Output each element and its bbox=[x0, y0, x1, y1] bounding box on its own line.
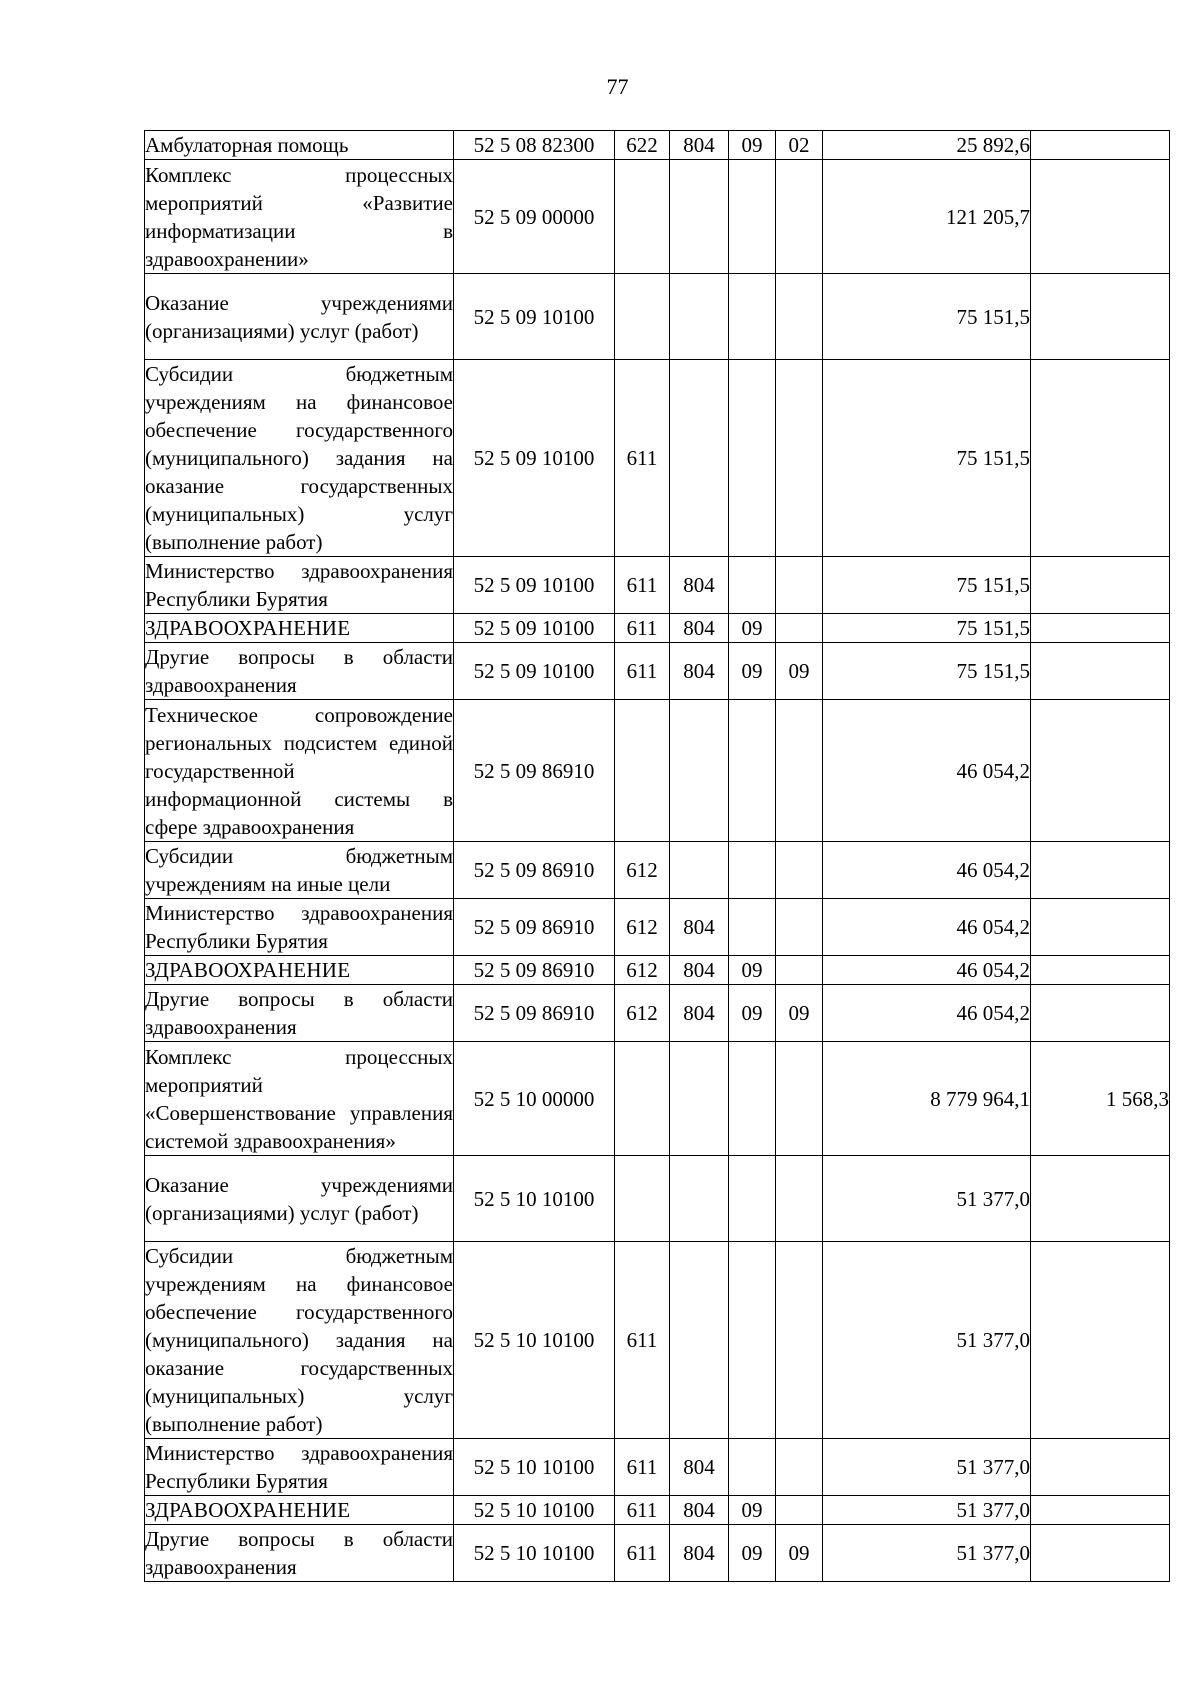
amount-secondary bbox=[1031, 131, 1170, 160]
table-row bbox=[145, 1242, 1170, 1439]
section-code: 09 bbox=[729, 131, 776, 160]
amount-secondary bbox=[1031, 557, 1170, 614]
subsection-code bbox=[776, 1242, 823, 1439]
department-code: 804 bbox=[670, 643, 729, 700]
amount-secondary bbox=[1031, 360, 1170, 557]
row-name: Министерство здравоохранения Республики Бурятия bbox=[145, 557, 454, 614]
target-article-code: 52 5 09 10100 bbox=[454, 643, 615, 700]
target-article-code: 52 5 09 10100 bbox=[454, 274, 615, 360]
amount: 46 054,2 bbox=[823, 700, 1031, 842]
section-code: 09 bbox=[729, 1496, 776, 1525]
department-code: 804 bbox=[670, 614, 729, 643]
section-code: 09 bbox=[729, 1525, 776, 1582]
expense-type-code: 612 bbox=[615, 985, 670, 1042]
amount: 75 151,5 bbox=[823, 360, 1031, 557]
expense-type-code: 611 bbox=[615, 643, 670, 700]
row-name: Министерство здравоохранения Республики Бурятия bbox=[145, 899, 454, 956]
amount-secondary bbox=[1031, 160, 1170, 274]
expense-type-code bbox=[615, 1042, 670, 1156]
subsection-code bbox=[776, 956, 823, 985]
amount-secondary bbox=[1031, 956, 1170, 985]
section-code bbox=[729, 700, 776, 842]
section-code bbox=[729, 899, 776, 956]
row-name: Комплекс процессных мероприятий «Развитие информатизации в здравоохранении» bbox=[145, 160, 454, 274]
department-code bbox=[670, 160, 729, 274]
amount: 121 205,7 bbox=[823, 160, 1031, 274]
section-code bbox=[729, 160, 776, 274]
table-row bbox=[145, 160, 1170, 274]
amount: 75 151,5 bbox=[823, 643, 1031, 700]
row-name: Министерство здравоохранения Республики Бурятия bbox=[145, 1439, 454, 1496]
section-code bbox=[729, 1156, 776, 1242]
section-code: 09 bbox=[729, 956, 776, 985]
table-row bbox=[145, 842, 1170, 899]
target-article-code: 52 5 09 86910 bbox=[454, 956, 615, 985]
subsection-code bbox=[776, 1156, 823, 1242]
amount-secondary bbox=[1031, 274, 1170, 360]
department-code bbox=[670, 274, 729, 360]
expense-type-code bbox=[615, 274, 670, 360]
subsection-code bbox=[776, 274, 823, 360]
amount-secondary bbox=[1031, 614, 1170, 643]
target-article-code: 52 5 10 10100 bbox=[454, 1496, 615, 1525]
table-row bbox=[145, 360, 1170, 557]
department-code: 804 bbox=[670, 557, 729, 614]
amount: 46 054,2 bbox=[823, 842, 1031, 899]
amount-secondary bbox=[1031, 1242, 1170, 1439]
target-article-code: 52 5 09 86910 bbox=[454, 842, 615, 899]
table-row bbox=[145, 614, 1170, 643]
row-name: Другие вопросы в области здравоохранения bbox=[145, 1525, 454, 1582]
row-name: ЗДРАВООХРАНЕНИЕ bbox=[145, 1496, 454, 1525]
subsection-code: 09 bbox=[776, 643, 823, 700]
expense-type-code: 612 bbox=[615, 842, 670, 899]
expense-type-code: 611 bbox=[615, 1496, 670, 1525]
target-article-code: 52 5 09 86910 bbox=[454, 985, 615, 1042]
section-code: 09 bbox=[729, 985, 776, 1042]
expense-type-code: 611 bbox=[615, 1525, 670, 1582]
expense-type-code: 611 bbox=[615, 360, 670, 557]
row-name: ЗДРАВООХРАНЕНИЕ bbox=[145, 614, 454, 643]
amount: 46 054,2 bbox=[823, 956, 1031, 985]
row-name: Комплекс процессных мероприятий «Совершенствование управления системой здравоохранения» bbox=[145, 1042, 454, 1156]
section-code bbox=[729, 274, 776, 360]
amount: 51 377,0 bbox=[823, 1439, 1031, 1496]
subsection-code: 09 bbox=[776, 1525, 823, 1582]
department-code bbox=[670, 1242, 729, 1439]
target-article-code: 52 5 10 10100 bbox=[454, 1525, 615, 1582]
subsection-code bbox=[776, 360, 823, 557]
department-code: 804 bbox=[670, 131, 729, 160]
section-code bbox=[729, 1042, 776, 1156]
subsection-code bbox=[776, 1496, 823, 1525]
subsection-code: 02 bbox=[776, 131, 823, 160]
department-code: 804 bbox=[670, 1525, 729, 1582]
target-article-code: 52 5 09 86910 bbox=[454, 899, 615, 956]
amount-secondary bbox=[1031, 842, 1170, 899]
section-code bbox=[729, 842, 776, 899]
department-code: 804 bbox=[670, 899, 729, 956]
amount-secondary bbox=[1031, 1496, 1170, 1525]
section-code bbox=[729, 360, 776, 557]
row-name: Другие вопросы в области здравоохранения bbox=[145, 985, 454, 1042]
budget-table-body bbox=[145, 131, 1170, 1582]
target-article-code: 52 5 09 10100 bbox=[454, 360, 615, 557]
table-row bbox=[145, 899, 1170, 956]
amount-secondary bbox=[1031, 643, 1170, 700]
row-name: Субсидии бюджетным учреждениям на финансовое обеспечение государственного (муниципального) задания на оказание государственных (муниципальных) услуг (выполнение работ) bbox=[145, 360, 454, 557]
amount: 8 779 964,1 bbox=[823, 1042, 1031, 1156]
expense-type-code: 612 bbox=[615, 899, 670, 956]
amount-secondary bbox=[1031, 1156, 1170, 1242]
amount-secondary bbox=[1031, 899, 1170, 956]
department-code: 804 bbox=[670, 1496, 729, 1525]
department-code bbox=[670, 1156, 729, 1242]
subsection-code: 09 bbox=[776, 985, 823, 1042]
row-name: Субсидии бюджетным учреждениям на финансовое обеспечение государственного (муниципального) задания на оказание государственных (муниципальных) услуг (выполнение работ) bbox=[145, 1242, 454, 1439]
table-row bbox=[145, 1496, 1170, 1525]
amount: 51 377,0 bbox=[823, 1242, 1031, 1439]
department-code bbox=[670, 700, 729, 842]
subsection-code bbox=[776, 842, 823, 899]
expense-type-code: 612 bbox=[615, 956, 670, 985]
table-row bbox=[145, 1439, 1170, 1496]
table-row bbox=[145, 956, 1170, 985]
section-code: 09 bbox=[729, 614, 776, 643]
subsection-code bbox=[776, 557, 823, 614]
expense-type-code bbox=[615, 700, 670, 842]
row-name: ЗДРАВООХРАНЕНИЕ bbox=[145, 956, 454, 985]
department-code: 804 bbox=[670, 956, 729, 985]
amount-secondary: 1 568,3 bbox=[1031, 1042, 1170, 1156]
target-article-code: 52 5 09 86910 bbox=[454, 700, 615, 842]
table-row bbox=[145, 1525, 1170, 1582]
amount-secondary bbox=[1031, 1439, 1170, 1496]
row-name: Амбулаторная помощь bbox=[145, 131, 454, 160]
target-article-code: 52 5 10 10100 bbox=[454, 1439, 615, 1496]
amount: 46 054,2 bbox=[823, 899, 1031, 956]
amount-secondary bbox=[1031, 700, 1170, 842]
table-row bbox=[145, 557, 1170, 614]
department-code: 804 bbox=[670, 985, 729, 1042]
expense-type-code bbox=[615, 1156, 670, 1242]
amount-secondary bbox=[1031, 985, 1170, 1042]
expense-type-code bbox=[615, 160, 670, 274]
expense-type-code: 611 bbox=[615, 1242, 670, 1439]
subsection-code bbox=[776, 614, 823, 643]
amount: 51 377,0 bbox=[823, 1525, 1031, 1582]
expense-type-code: 611 bbox=[615, 614, 670, 643]
subsection-code bbox=[776, 899, 823, 956]
amount: 75 151,5 bbox=[823, 557, 1031, 614]
target-article-code: 52 5 10 00000 bbox=[454, 1042, 615, 1156]
amount: 46 054,2 bbox=[823, 985, 1031, 1042]
row-name: Оказание учреждениями (организациями) услуг (работ) bbox=[145, 274, 454, 360]
row-name: Субсидии бюджетным учреждениям на иные цели bbox=[145, 842, 454, 899]
amount-secondary bbox=[1031, 1525, 1170, 1582]
department-code bbox=[670, 1042, 729, 1156]
target-article-code: 52 5 09 00000 bbox=[454, 160, 615, 274]
subsection-code bbox=[776, 700, 823, 842]
row-name: Другие вопросы в области здравоохранения bbox=[145, 643, 454, 700]
table-row bbox=[145, 1156, 1170, 1242]
amount: 75 151,5 bbox=[823, 614, 1031, 643]
section-code: 09 bbox=[729, 643, 776, 700]
department-code: 804 bbox=[670, 1439, 729, 1496]
table-row bbox=[145, 643, 1170, 700]
amount: 25 892,6 bbox=[823, 131, 1031, 160]
expense-type-code: 622 bbox=[615, 131, 670, 160]
table-row bbox=[145, 1042, 1170, 1156]
page-number: 77 bbox=[606, 74, 629, 99]
expense-type-code: 611 bbox=[615, 557, 670, 614]
expense-type-code: 611 bbox=[615, 1439, 670, 1496]
budget-table bbox=[144, 130, 1170, 1582]
table-row bbox=[145, 274, 1170, 360]
target-article-code: 52 5 09 10100 bbox=[454, 614, 615, 643]
amount: 51 377,0 bbox=[823, 1496, 1031, 1525]
target-article-code: 52 5 10 10100 bbox=[454, 1242, 615, 1439]
department-code bbox=[670, 842, 729, 899]
amount: 51 377,0 bbox=[823, 1156, 1031, 1242]
table-row bbox=[145, 985, 1170, 1042]
table-row bbox=[145, 131, 1170, 160]
subsection-code bbox=[776, 1042, 823, 1156]
subsection-code bbox=[776, 160, 823, 274]
row-name: Техническое сопровождение региональных подсистем единой государственной информационной системы в сфере здравоохранения bbox=[145, 700, 454, 842]
section-code bbox=[729, 557, 776, 614]
target-article-code: 52 5 10 10100 bbox=[454, 1156, 615, 1242]
subsection-code bbox=[776, 1439, 823, 1496]
row-name: Оказание учреждениями (организациями) услуг (работ) bbox=[145, 1156, 454, 1242]
amount: 75 151,5 bbox=[823, 274, 1031, 360]
table-row bbox=[145, 700, 1170, 842]
department-code bbox=[670, 360, 729, 557]
target-article-code: 52 5 08 82300 bbox=[454, 131, 615, 160]
section-code bbox=[729, 1242, 776, 1439]
target-article-code: 52 5 09 10100 bbox=[454, 557, 615, 614]
section-code bbox=[729, 1439, 776, 1496]
